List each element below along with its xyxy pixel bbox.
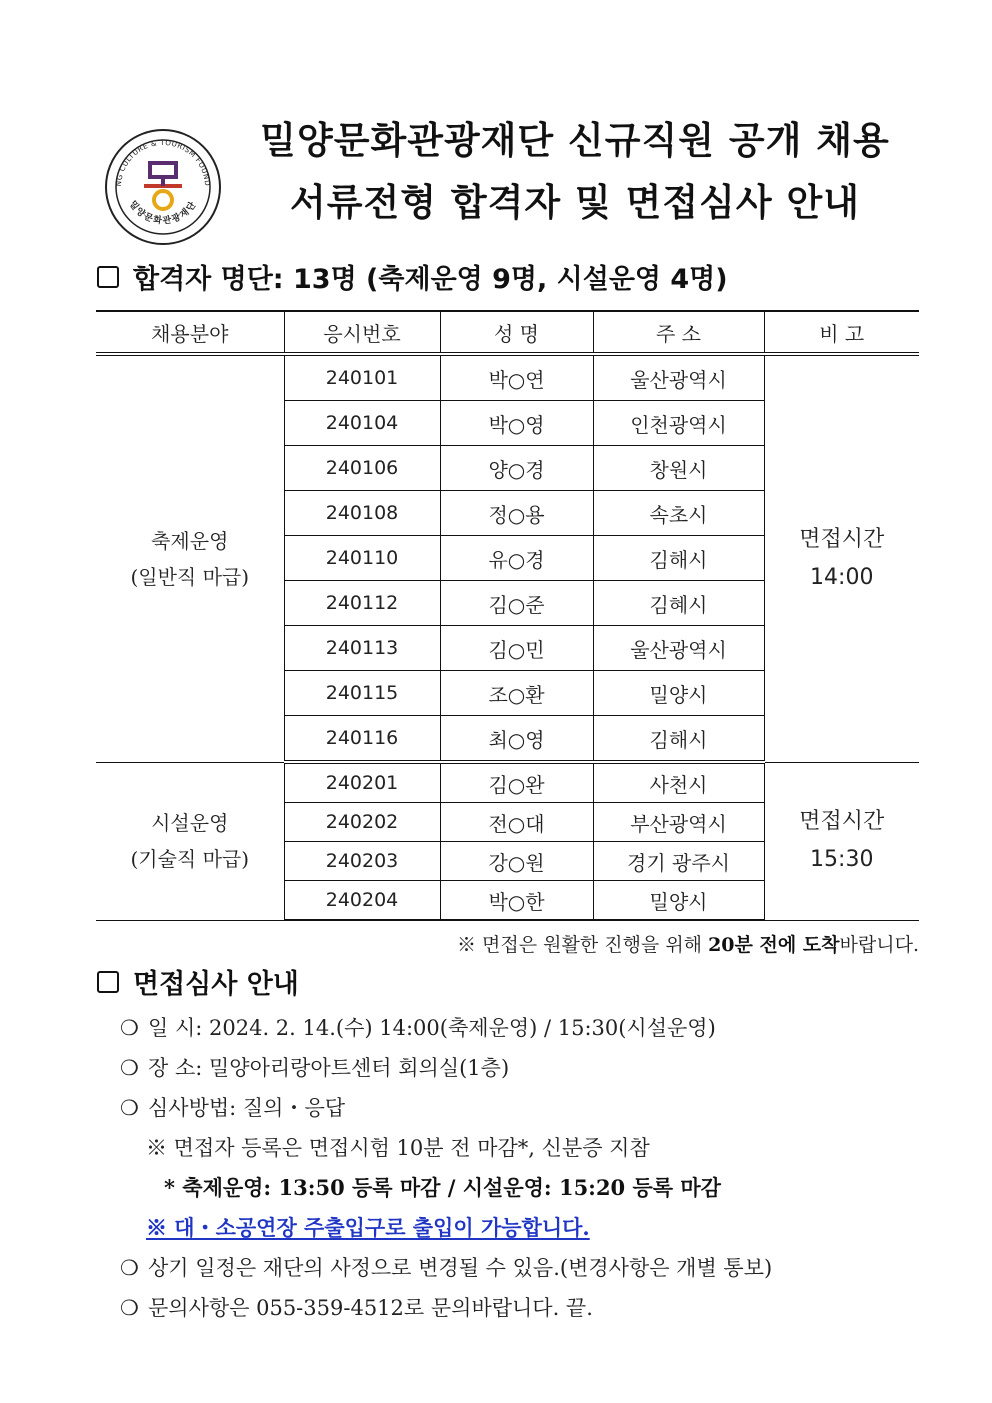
registration-deadline: * 축제운영: 13:50 등록 마감 / 시설운영: 15:20 등록 마감 (164, 1175, 721, 1200)
exam-number: 240112 (284, 581, 440, 626)
footnote-emphasis: 20분 전에 도착 (708, 934, 840, 956)
logo-ring-text-bottom: 밀양문화관광재단 (126, 199, 200, 227)
item-date (120, 1012, 716, 1042)
method-text: 심사방법: 질의・응답 (148, 1096, 346, 1120)
item-contact (120, 1292, 593, 1322)
title-line-1: 밀양문화관광재단 신규직원 공개 채용 (260, 119, 890, 162)
entrance-notice: ※ 대・소공연장 주출입구로 출입이 가능합니다. (146, 1215, 590, 1240)
contact-text: 문의사항은 055-359-4512로 문의바랍니다. 끝. (148, 1296, 593, 1320)
category-grade: (기술직 마급) (130, 847, 250, 871)
applicant-address: 밀양시 (593, 671, 764, 716)
exam-number: 240101 (284, 354, 440, 401)
circle-bullet-icon: ❍ (120, 1096, 139, 1120)
header-exam-number: 응시번호 (284, 311, 440, 354)
exam-number: 240201 (284, 762, 440, 803)
circle-bullet-icon: ❍ (120, 1016, 139, 1040)
category-name: 시설운영 (151, 811, 229, 835)
exam-number: 240115 (284, 671, 440, 716)
circle-bullet-icon: ❍ (120, 1296, 139, 1320)
logo-ring-text-top: NG CULTURE & TOURISM FOUND (113, 137, 213, 187)
exam-number: 240108 (284, 491, 440, 536)
applicant-address: 경기 광주시 (593, 842, 764, 881)
category-cell (96, 354, 284, 762)
schedule-change-text: 상기 일정은 재단의 사정으로 변경될 수 있음.(변경사항은 개별 통보) (148, 1256, 773, 1280)
applicant-name: 박○연 (440, 354, 593, 401)
arrival-footnote (457, 930, 919, 957)
applicant-address: 속초시 (593, 491, 764, 536)
applicant-name: 박○영 (440, 401, 593, 446)
group-festival (96, 354, 919, 762)
item-schedule-change (120, 1252, 772, 1282)
exam-number: 240106 (284, 446, 440, 491)
applicant-address: 김혜시 (593, 581, 764, 626)
footnote-prefix: ※ 면접은 원활한 진행을 위해 (456, 934, 709, 956)
remarks-cell (764, 354, 919, 762)
applicant-name: 김○준 (440, 581, 593, 626)
exam-number: 240203 (284, 842, 440, 881)
item-place (120, 1052, 509, 1082)
applicant-address: 밀양시 (593, 881, 764, 921)
exam-number: 240110 (284, 536, 440, 581)
category-grade: (일반직 마급) (130, 564, 250, 589)
applicant-name: 김○민 (440, 626, 593, 671)
checkbox-square-icon (97, 971, 119, 993)
section-passers-heading (97, 257, 728, 296)
header-address: 주 소 (593, 311, 764, 354)
section-interview-heading (97, 962, 299, 1001)
footnote-suffix: 바랍니다. (839, 934, 919, 956)
exam-number: 240104 (284, 401, 440, 446)
applicant-address: 사천시 (593, 762, 764, 803)
circle-bullet-icon: ❍ (120, 1056, 139, 1080)
exam-number: 240204 (284, 881, 440, 921)
exam-number: 240116 (284, 716, 440, 763)
interview-time-value: 15:30 (810, 847, 874, 872)
table-row (96, 354, 919, 401)
applicant-address: 창원시 (593, 446, 764, 491)
header-name: 성 명 (440, 311, 593, 354)
checkbox-square-icon (97, 266, 119, 288)
section-interview-title: 면접심사 안내 (133, 969, 299, 1000)
category-cell (96, 762, 284, 920)
date-text: 일 시: 2024. 2. 14.(수) 14:00(축제운영) / 15:30(시설운영) (148, 1016, 716, 1040)
category-name: 축제운영 (151, 528, 229, 553)
applicant-name: 정○용 (440, 491, 593, 536)
applicant-address: 부산광역시 (593, 803, 764, 842)
exam-number: 240202 (284, 803, 440, 842)
applicant-name: 최○영 (440, 716, 593, 763)
place-text: 장 소: 밀양아리랑아트센터 회의실(1층) (148, 1056, 510, 1080)
header-remarks: 비 고 (764, 311, 919, 354)
table-row (96, 762, 919, 803)
circle-bullet-icon: ❍ (120, 1256, 139, 1280)
registration-note: ※ 면접자 등록은 면접시험 10분 전 마감*, 신분증 지참 (146, 1136, 650, 1160)
passers-table (96, 310, 919, 921)
applicant-address: 울산광역시 (593, 626, 764, 671)
remarks-cell (764, 762, 919, 920)
interview-time-label: 면접시간 (799, 809, 885, 834)
group-facility (96, 762, 919, 920)
applicant-name: 김○완 (440, 762, 593, 803)
item-method (120, 1092, 345, 1122)
applicant-name: 전○대 (440, 803, 593, 842)
foundation-logo (104, 128, 222, 246)
table-header-row (96, 311, 919, 354)
header-field: 채용분야 (96, 311, 284, 354)
applicant-address: 인천광역시 (593, 401, 764, 446)
applicant-name: 조○환 (440, 671, 593, 716)
interview-time-value: 14:00 (810, 564, 874, 590)
applicant-name: 양○경 (440, 446, 593, 491)
applicant-address: 김해시 (593, 536, 764, 581)
section-passers-title: 합격자 명단: 13명 (축제운영 9명, 시설운영 4명) (133, 264, 728, 295)
title-line-2: 서류전형 합격자 및 면접심사 안내 (290, 181, 860, 224)
interview-time-label: 면접시간 (799, 526, 885, 552)
applicant-address: 울산광역시 (593, 354, 764, 401)
exam-number: 240113 (284, 626, 440, 671)
applicant-name: 유○경 (440, 536, 593, 581)
document-title (250, 110, 900, 234)
applicant-name: 박○한 (440, 881, 593, 921)
applicant-address: 김해시 (593, 716, 764, 763)
applicant-name: 강○원 (440, 842, 593, 881)
